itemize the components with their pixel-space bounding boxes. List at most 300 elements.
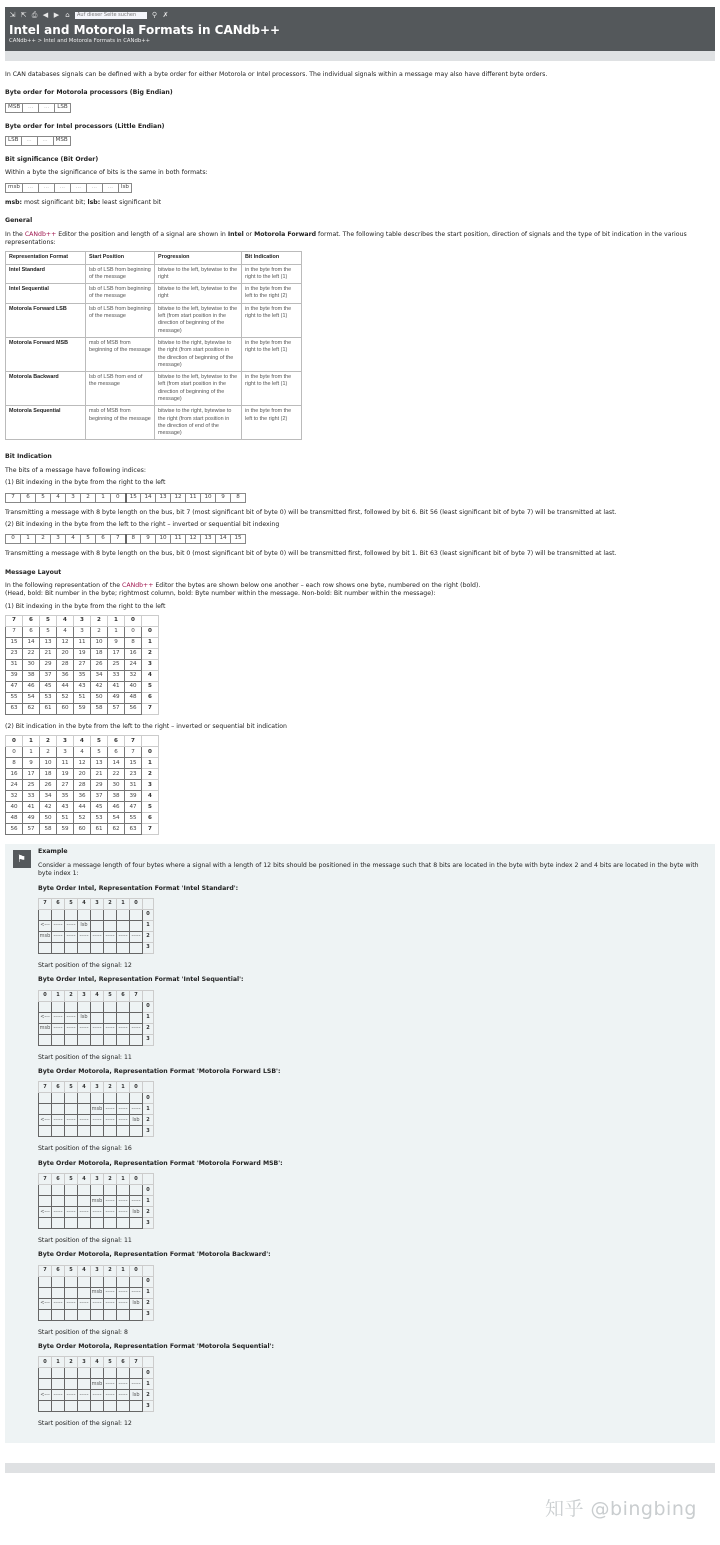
table-cell: ... bbox=[23, 103, 39, 112]
table-cell bbox=[78, 1309, 91, 1320]
table-cell bbox=[52, 1001, 65, 1012]
table-cell bbox=[65, 1034, 78, 1045]
table-cell: msb bbox=[91, 1379, 104, 1390]
table-cell bbox=[117, 1401, 130, 1412]
table-cell bbox=[104, 1218, 117, 1229]
byte-number: 2 bbox=[142, 649, 159, 660]
table-cell: <--- bbox=[39, 1207, 52, 1218]
start-position-text: Start position of the signal: 11 bbox=[38, 1053, 132, 1061]
bit-number-header: 7 bbox=[39, 1174, 52, 1185]
example-block-title: Byte Order Intel, Representation Format 'Intel Standard': bbox=[38, 884, 239, 892]
table-cell bbox=[52, 1126, 65, 1137]
table-cell: 29 bbox=[91, 780, 108, 791]
intro-text: In CAN databases signals can be defined with a byte order for either Motorola or Intel processors. The individual signals within a message may also have different byte orders. bbox=[5, 71, 548, 78]
table-cell: 11 bbox=[74, 638, 91, 649]
table-row bbox=[6, 372, 302, 406]
bit-indexing-table-2 bbox=[5, 534, 246, 544]
table-cell bbox=[65, 1093, 78, 1104]
bit-indexing-label-2: (2) Bit indexing in the byte from the left to the right – inverted or sequential bit indexing bbox=[5, 520, 280, 528]
bit-number-header: 7 bbox=[39, 1082, 52, 1093]
bit-number-header: 3 bbox=[57, 736, 74, 747]
example-block-title: Byte Order Motorola, Representation Format 'Motorola Forward LSB': bbox=[38, 1067, 281, 1075]
table-cell: 11 bbox=[57, 758, 74, 769]
table-cell: 54 bbox=[23, 693, 40, 704]
bit-indexing-note-1: Transmitting a message with 8 byte length on the bus, bit 7 (most significant bit of byte 0) will be transmitted first, followed by bit 6. Bit 56 (least significant bit of byte 7) will be transmitted at last. bbox=[5, 508, 617, 516]
candb-link[interactable]: CANdb++ bbox=[24, 230, 57, 238]
example-heading: Example bbox=[38, 848, 68, 856]
table-cell: 21 bbox=[40, 649, 57, 660]
table-cell bbox=[130, 1276, 143, 1287]
clear-highlight-icon[interactable]: ✗ bbox=[162, 10, 169, 19]
table-cell bbox=[78, 909, 91, 920]
table-cell: 47 bbox=[6, 682, 23, 693]
byte-number: 2 bbox=[143, 1115, 154, 1126]
table-cell bbox=[130, 942, 143, 953]
blank-cell bbox=[143, 1265, 154, 1276]
start-position-text: Start position of the signal: 11 bbox=[38, 1237, 132, 1245]
bit-indexing-table-1 bbox=[5, 493, 246, 503]
table-cell: 51 bbox=[57, 813, 74, 824]
table-cell: 15 bbox=[231, 535, 246, 544]
table-cell: 38 bbox=[23, 671, 40, 682]
table-cell: 45 bbox=[91, 802, 108, 813]
bit-number-header: 0 bbox=[130, 1174, 143, 1185]
byte-number: 2 bbox=[143, 1207, 154, 1218]
table-cell: 59 bbox=[74, 704, 91, 715]
byte-number: 2 bbox=[143, 1390, 154, 1401]
byte-number: 0 bbox=[143, 1185, 154, 1196]
table-cell: 5 bbox=[91, 747, 108, 758]
table-cell: <--- bbox=[39, 1298, 52, 1309]
table-cell bbox=[65, 942, 78, 953]
table-cell: ----- bbox=[117, 1390, 130, 1401]
table-cell: 29 bbox=[40, 660, 57, 671]
table-cell bbox=[78, 1368, 91, 1379]
bit-number-header: 2 bbox=[65, 990, 78, 1001]
table-row bbox=[39, 1196, 154, 1207]
table-cell bbox=[104, 1401, 117, 1412]
table-cell: ----- bbox=[78, 1023, 91, 1034]
table-cell bbox=[117, 1185, 130, 1196]
section-message-layout bbox=[5, 569, 715, 836]
table-cell: lsb of LSB from end of the message bbox=[86, 372, 155, 406]
table-cell: ... bbox=[38, 183, 54, 192]
bit-number-header: 0 bbox=[130, 1082, 143, 1093]
table-cell: 0 bbox=[6, 535, 21, 544]
bit-number-header: 6 bbox=[52, 1174, 65, 1185]
table-cell: ----- bbox=[130, 1104, 143, 1115]
table-cell: msb bbox=[91, 1196, 104, 1207]
table-cell: 4 bbox=[57, 627, 74, 638]
table-cell bbox=[91, 1401, 104, 1412]
table-cell: 23 bbox=[125, 769, 142, 780]
search-icon[interactable]: ⚲ bbox=[151, 10, 158, 19]
table-cell: 58 bbox=[91, 704, 108, 715]
bit-number-header: 6 bbox=[23, 616, 40, 627]
table-cell: 37 bbox=[40, 671, 57, 682]
table-cell: ----- bbox=[91, 1023, 104, 1034]
table-cell: 57 bbox=[23, 824, 40, 835]
table-cell: 57 bbox=[108, 704, 125, 715]
example-table bbox=[38, 1173, 154, 1229]
table-cell: Motorola Forward LSB bbox=[6, 303, 86, 337]
table-cell: Motorola Backward bbox=[6, 372, 86, 406]
header-row bbox=[6, 736, 159, 747]
bit-number-header: 5 bbox=[65, 898, 78, 909]
table-cell: 17 bbox=[108, 649, 125, 660]
table-row bbox=[39, 1034, 154, 1045]
table-cell bbox=[52, 1034, 65, 1045]
table-row bbox=[6, 264, 302, 284]
byte-number: 3 bbox=[143, 1126, 154, 1137]
table-cell: ----- bbox=[91, 1207, 104, 1218]
bit-number-header: 0 bbox=[39, 990, 52, 1001]
table-cell bbox=[39, 1379, 52, 1390]
table-cell bbox=[78, 1126, 91, 1137]
print-icon[interactable]: ⎙ bbox=[31, 10, 38, 19]
bit-number-header: 1 bbox=[117, 1174, 130, 1185]
header-row bbox=[39, 1357, 154, 1368]
table-cell bbox=[130, 1126, 143, 1137]
table-cell: in the byte from the left to the right (2) bbox=[242, 284, 302, 304]
table-cell: Motorola Sequential bbox=[6, 406, 86, 440]
table-cell: 30 bbox=[108, 780, 125, 791]
table-cell: 49 bbox=[108, 693, 125, 704]
table-cell: 5 bbox=[81, 535, 96, 544]
byte-number: 1 bbox=[143, 1379, 154, 1390]
table-row bbox=[39, 1001, 154, 1012]
table-cell: ----- bbox=[91, 1298, 104, 1309]
table-cell bbox=[104, 1309, 117, 1320]
table-cell: 13 bbox=[201, 535, 216, 544]
blank-cell bbox=[143, 898, 154, 909]
layout-label-2: (2) Bit indication in the byte from the left to the right – inverted or sequential bit indication bbox=[5, 723, 287, 731]
table-row bbox=[39, 1115, 154, 1126]
bit-number-header: 4 bbox=[78, 1082, 91, 1093]
table-cell bbox=[78, 1218, 91, 1229]
table-cell: ----- bbox=[65, 920, 78, 931]
bit-number-header: 5 bbox=[65, 1174, 78, 1185]
example-block-title: Byte Order Motorola, Representation Format 'Motorola Backward': bbox=[38, 1251, 271, 1259]
table-cell bbox=[65, 1401, 78, 1412]
table-cell bbox=[39, 942, 52, 953]
table-row bbox=[6, 682, 159, 693]
back-icon[interactable]: ◀ bbox=[42, 10, 49, 19]
breadcrumb[interactable]: CANdb++ > Intel and Motorola Formats in CANdb++ bbox=[9, 38, 151, 44]
table-cell: in the byte from the left to the right (2) bbox=[242, 406, 302, 440]
table-cell: ----- bbox=[104, 1115, 117, 1126]
table-cell bbox=[117, 1093, 130, 1104]
bit-number-header: 4 bbox=[78, 1174, 91, 1185]
table-cell: 49 bbox=[23, 813, 40, 824]
table-cell: 46 bbox=[108, 802, 125, 813]
bit-number-header: 2 bbox=[65, 1357, 78, 1368]
table-cell: 40 bbox=[125, 682, 142, 693]
example-block-title: Byte Order Intel, Representation Format 'Intel Sequential': bbox=[38, 976, 244, 984]
table-cell: 42 bbox=[91, 682, 108, 693]
header-row bbox=[39, 898, 154, 909]
column-header: Bit Indication bbox=[242, 252, 302, 264]
table-cell bbox=[52, 1093, 65, 1104]
table-cell: 62 bbox=[23, 704, 40, 715]
table-cell: 0 bbox=[6, 747, 23, 758]
table-cell: 6 bbox=[108, 747, 125, 758]
section-heading: Message Layout bbox=[5, 568, 62, 576]
bit-number-header: 0 bbox=[6, 736, 23, 747]
table-cell: 7 bbox=[125, 747, 142, 758]
header-row bbox=[39, 1082, 154, 1093]
start-position-text: Start position of the signal: 16 bbox=[38, 1145, 132, 1153]
bit-number-header: 1 bbox=[23, 736, 40, 747]
table-row bbox=[39, 931, 154, 942]
table-cell: <--- bbox=[39, 1390, 52, 1401]
table-row bbox=[6, 406, 302, 440]
table-cell: ----- bbox=[52, 920, 65, 931]
table-row bbox=[39, 1390, 154, 1401]
section-heading: General bbox=[5, 217, 33, 225]
table-cell: 30 bbox=[23, 660, 40, 671]
byte-number: 1 bbox=[142, 758, 159, 769]
table-cell: 41 bbox=[108, 682, 125, 693]
table-cell: 3 bbox=[57, 747, 74, 758]
table-cell: 24 bbox=[125, 660, 142, 671]
table-row bbox=[39, 1012, 154, 1023]
table-cell bbox=[91, 920, 104, 931]
collapse-all-icon[interactable]: ⇱ bbox=[20, 10, 27, 19]
table-cell bbox=[65, 909, 78, 920]
table-cell: lsb bbox=[78, 1012, 91, 1023]
table-cell: ... bbox=[102, 183, 118, 192]
blank-cell bbox=[142, 616, 159, 627]
table-cell: 1 bbox=[108, 627, 125, 638]
table-cell: Intel Standard bbox=[6, 264, 86, 284]
table-cell: 54 bbox=[108, 813, 125, 824]
table-cell bbox=[91, 1309, 104, 1320]
table-cell: 43 bbox=[57, 802, 74, 813]
table-cell: ----- bbox=[104, 1298, 117, 1309]
table-cell bbox=[52, 1185, 65, 1196]
table-cell: ----- bbox=[91, 931, 104, 942]
table-cell: lsb bbox=[130, 1207, 143, 1218]
table-cell: 60 bbox=[57, 704, 74, 715]
byte-number: 0 bbox=[143, 1093, 154, 1104]
table-cell bbox=[39, 1287, 52, 1298]
representation-format-table bbox=[5, 251, 302, 440]
table-cell bbox=[65, 1276, 78, 1287]
expand-all-icon[interactable]: ⇲ bbox=[9, 10, 16, 19]
blank-cell bbox=[143, 990, 154, 1001]
footer-bar bbox=[5, 1463, 715, 1473]
table-cell bbox=[52, 1287, 65, 1298]
table-row bbox=[39, 1023, 154, 1034]
table-cell: 9 bbox=[216, 493, 231, 502]
table-cell: ----- bbox=[104, 931, 117, 942]
header-row bbox=[6, 616, 159, 627]
table-cell: bitwise to the left, bytewise to the right bbox=[155, 264, 242, 284]
table-cell: 13 bbox=[40, 638, 57, 649]
table-cell: 13 bbox=[91, 758, 108, 769]
column-header: Start Position bbox=[86, 252, 155, 264]
table-cell bbox=[39, 1196, 52, 1207]
table-cell: ----- bbox=[78, 1207, 91, 1218]
table-cell: 10 bbox=[201, 493, 216, 502]
table-cell: msb of MSB from beginning of the message bbox=[86, 337, 155, 371]
table-row bbox=[39, 1276, 154, 1287]
table-cell: 3 bbox=[66, 493, 81, 502]
table-cell: 28 bbox=[57, 660, 74, 671]
table-cell bbox=[39, 1218, 52, 1229]
table-cell: 46 bbox=[23, 682, 40, 693]
table-cell: <--- bbox=[39, 920, 52, 931]
table-cell: 20 bbox=[57, 649, 74, 660]
table-cell: 28 bbox=[74, 780, 91, 791]
home-icon[interactable]: ⌂ bbox=[65, 10, 70, 19]
table-cell: ----- bbox=[117, 1115, 130, 1126]
table-cell bbox=[39, 1276, 52, 1287]
table-cell: bitwise to the right, bytewise to the right (from start position in the direction of end of the message) bbox=[155, 406, 242, 440]
table-cell: 26 bbox=[91, 660, 108, 671]
table-cell: 48 bbox=[125, 693, 142, 704]
table-cell: 16 bbox=[6, 769, 23, 780]
table-row bbox=[39, 1093, 154, 1104]
table-cell: 44 bbox=[74, 802, 91, 813]
table-cell: msb bbox=[6, 183, 23, 192]
table-cell: in the byte from the right to the left (1) bbox=[242, 372, 302, 406]
table-cell bbox=[39, 1368, 52, 1379]
example-table bbox=[38, 1081, 154, 1137]
table-cell: 6 bbox=[23, 627, 40, 638]
byte-number: 0 bbox=[143, 1276, 154, 1287]
forward-icon[interactable]: ▶ bbox=[53, 10, 60, 19]
message-layout-table-1 bbox=[5, 615, 159, 715]
candb-link[interactable]: CANdb++ bbox=[122, 581, 154, 589]
table-cell bbox=[52, 1218, 65, 1229]
table-cell: lsb of LSB from beginning of the message bbox=[86, 284, 155, 304]
table-cell: ----- bbox=[130, 931, 143, 942]
table-row bbox=[39, 1309, 154, 1320]
table-cell: 2 bbox=[81, 493, 96, 502]
byte-number: 0 bbox=[143, 1001, 154, 1012]
table-cell bbox=[39, 1093, 52, 1104]
table-cell: 36 bbox=[57, 671, 74, 682]
table-cell: 18 bbox=[91, 649, 108, 660]
byte-number: 3 bbox=[143, 1401, 154, 1412]
table-cell: ----- bbox=[117, 1104, 130, 1115]
table-cell bbox=[104, 942, 117, 953]
table-row bbox=[6, 284, 302, 304]
blank-cell bbox=[143, 1357, 154, 1368]
section-heading: Bit significance (Bit Order) bbox=[5, 156, 99, 164]
table-cell: ----- bbox=[52, 1390, 65, 1401]
table-cell: 21 bbox=[91, 769, 108, 780]
table-cell: lsb bbox=[118, 183, 131, 192]
table-cell: 35 bbox=[57, 791, 74, 802]
byte-number: 0 bbox=[143, 909, 154, 920]
table-cell: 19 bbox=[57, 769, 74, 780]
byte-number: 2 bbox=[143, 1023, 154, 1034]
bit-number-header: 5 bbox=[91, 736, 108, 747]
table-cell: ----- bbox=[117, 1379, 130, 1390]
byte-number: 0 bbox=[143, 1368, 154, 1379]
table-cell: 6 bbox=[21, 493, 36, 502]
table-cell: ----- bbox=[130, 1196, 143, 1207]
table-cell: lsb bbox=[130, 1298, 143, 1309]
section-bit-indication bbox=[5, 453, 715, 558]
table-cell: ----- bbox=[52, 1207, 65, 1218]
bit-number-header: 3 bbox=[91, 1265, 104, 1276]
table-cell bbox=[130, 1012, 143, 1023]
table-cell: ----- bbox=[78, 1390, 91, 1401]
table-cell bbox=[117, 1034, 130, 1045]
table-cell bbox=[117, 1309, 130, 1320]
table-cell: in the byte from the right to the left (1) bbox=[242, 337, 302, 371]
table-cell: 1 bbox=[23, 747, 40, 758]
table-cell bbox=[117, 942, 130, 953]
table-row bbox=[39, 942, 154, 953]
table-cell: ----- bbox=[117, 931, 130, 942]
table-cell: 31 bbox=[125, 780, 142, 791]
bit-number-header: 6 bbox=[117, 990, 130, 1001]
table-cell bbox=[104, 1034, 117, 1045]
table-cell bbox=[65, 1126, 78, 1137]
table-cell: 25 bbox=[108, 660, 125, 671]
table-cell: 7 bbox=[6, 627, 23, 638]
table-cell bbox=[130, 1401, 143, 1412]
table-cell bbox=[39, 1001, 52, 1012]
table-row bbox=[6, 769, 159, 780]
table-cell bbox=[52, 1309, 65, 1320]
table-row bbox=[39, 1379, 154, 1390]
table-cell: 43 bbox=[74, 682, 91, 693]
table-cell: ... bbox=[37, 137, 53, 146]
table-cell: 60 bbox=[74, 824, 91, 835]
layout-text: In the following representation of the CANdb++ Editor the bytes are shown below one another – each row shows one byte, numbered on the right (bold). (Head, bold: Bit number in the byte; rightmost column, bold: Byte number within the message. Non-bold: Bit number within the message): bbox=[5, 581, 481, 598]
table-cell: 11 bbox=[186, 493, 201, 502]
table-cell: 12 bbox=[171, 493, 186, 502]
table-cell bbox=[52, 1276, 65, 1287]
table-cell bbox=[91, 1368, 104, 1379]
bit-number-header: 2 bbox=[104, 1082, 117, 1093]
table-cell: 53 bbox=[91, 813, 108, 824]
search-input[interactable] bbox=[75, 12, 147, 19]
table-cell: bitwise to the right, bytewise to the right (from start position in the direction of beginning of the message) bbox=[155, 337, 242, 371]
table-cell bbox=[65, 1309, 78, 1320]
table-cell bbox=[65, 1185, 78, 1196]
bit-number-header: 2 bbox=[40, 736, 57, 747]
table-cell: 9 bbox=[141, 535, 156, 544]
table-cell: 8 bbox=[126, 535, 141, 544]
table-cell bbox=[65, 1379, 78, 1390]
table-cell: 61 bbox=[91, 824, 108, 835]
start-position-text: Start position of the signal: 12 bbox=[38, 961, 132, 969]
table-cell: 27 bbox=[74, 660, 91, 671]
table-cell: ----- bbox=[78, 1298, 91, 1309]
table-row bbox=[39, 1126, 154, 1137]
byte-number: 4 bbox=[142, 671, 159, 682]
bit-number-header: 0 bbox=[130, 898, 143, 909]
table-cell bbox=[78, 1093, 91, 1104]
byte-order-motorola-table bbox=[5, 103, 71, 113]
table-cell: 14 bbox=[23, 638, 40, 649]
table-cell bbox=[39, 1309, 52, 1320]
table-cell: 2 bbox=[36, 535, 51, 544]
bit-number-header: 1 bbox=[52, 1357, 65, 1368]
table-cell: MSB bbox=[53, 137, 70, 146]
example-block-title: Byte Order Motorola, Representation Format 'Motorola Forward MSB': bbox=[38, 1159, 283, 1167]
table-cell: 32 bbox=[125, 671, 142, 682]
byte-number: 2 bbox=[143, 1298, 154, 1309]
table-cell: 32 bbox=[6, 791, 23, 802]
